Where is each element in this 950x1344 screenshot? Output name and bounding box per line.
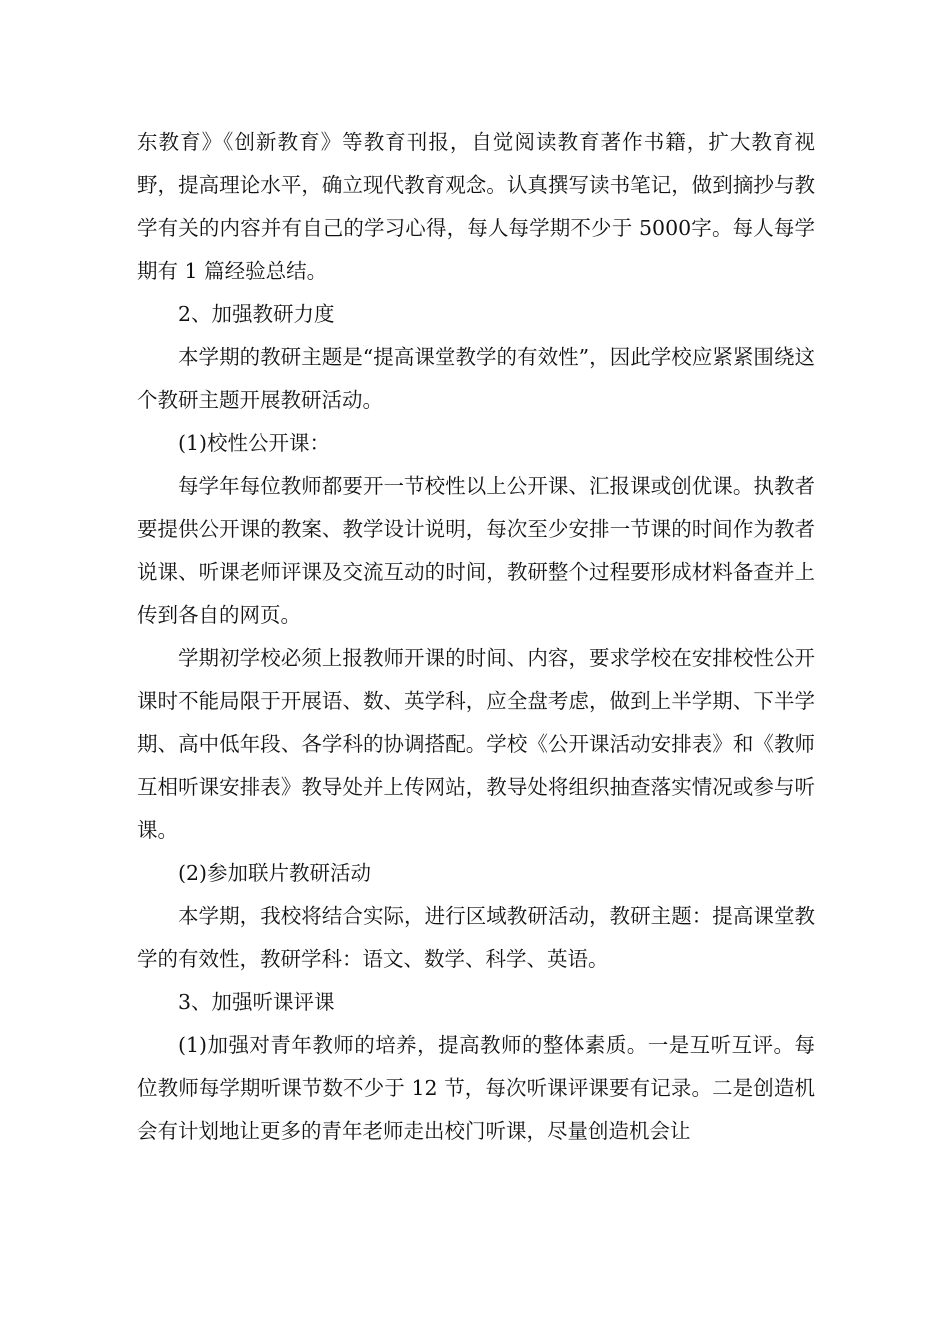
- paragraph-semester-schedule: 学期初学校必须上报教师开课的时间、内容，要求学校在安排校性公开课时不能局限于开展语、数、英学科，应全盘考虑，做到上半学期、下半学期、高中低年段、各学科的协调搭配。学校《公开课活动安排表》和《教师互相听课安排表》教导处并上传网站，教导处将组织抽查落实情况或参与听课。: [137, 646, 815, 842]
- paragraph-open-class-requirements: 每学年每位教师都要开一节校性以上公开课、汇报课或创优课。执教者要提供公开课的教案、教学设计说明，每次至少安排一节课的时间作为教者说课、听课老师评课及交流互动的时间，教研整个过程要形成材料备查并上传到各自的网页。: [137, 474, 815, 627]
- paragraph-research-theme: 本学期的教研主题是“提高课堂教学的有效性”，因此学校应紧紧围绕这个教研主题开展教研活动。: [137, 345, 815, 412]
- paragraph-reading-requirements: 东教育》《创新教育》等教育刊报，自觉阅读教育著作书籍，扩大教育视野，提高理论水平，确立现代教育观念。认真撰写读书笔记，做到摘抄与教学有关的内容并有自己的学习心得，每人每学期不少于 5000字。每人每学期有 1 篇经验总结。: [137, 130, 815, 283]
- paragraph-young-teacher-training: (1)加强对青年教师的培养，提高教师的整体素质。一是互听互评。每位教师每学期听课节数不少于 12 节，每次听课评课要有记录。二是创造机会有计划地让更多的青年老师走出校门听课，尽量创造机会让: [137, 1033, 815, 1143]
- subheading-school-open-class: (1)校性公开课：: [178, 431, 331, 455]
- heading-strengthen-observation: 3、加强听课评课: [178, 990, 335, 1014]
- subheading-joint-research: (2)参加联片教研活动: [178, 861, 372, 885]
- heading-strengthen-research: 2、加强教研力度: [178, 302, 335, 326]
- paragraph-regional-research: 本学期，我校将结合实际，进行区域教研活动，教研主题：提高课堂教学的有效性，教研学科：语文、数学、科学、英语。: [137, 904, 815, 971]
- document-body: [137, 121, 815, 1153]
